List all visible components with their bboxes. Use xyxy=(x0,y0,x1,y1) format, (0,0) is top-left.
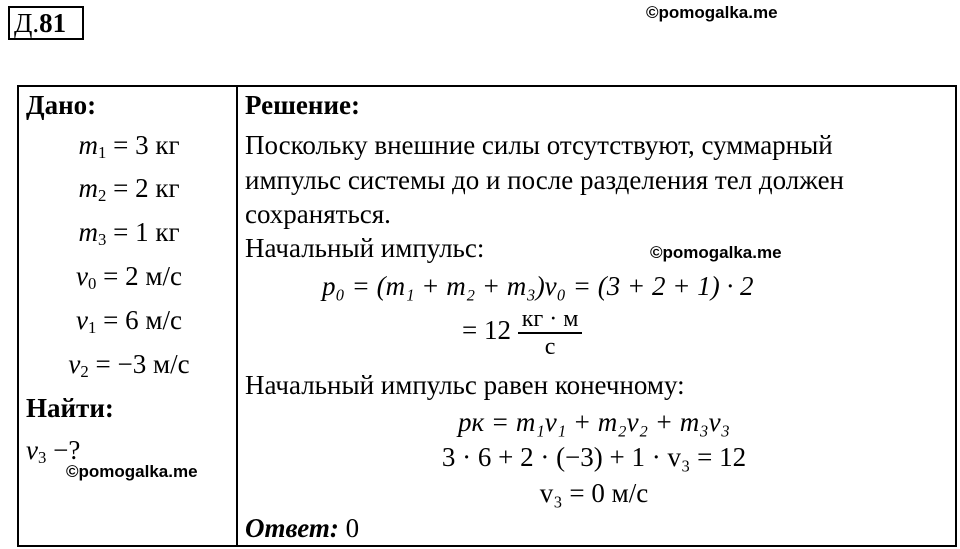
problem-number-box xyxy=(8,6,84,40)
given-m3: $m_3 = 1$ кг xyxy=(78,217,180,250)
solution-line-3: сохраняться. xyxy=(245,199,391,229)
equation-initial-momentum: p₀ = (m₁ + m₂ + m₃)v₀ = (3 + 2 + 1) · 2 xyxy=(322,271,754,301)
find-heading: Найти: xyxy=(26,393,114,423)
solution-line-1: Поскольку внешние силы отсутствуют, суммарный xyxy=(245,130,833,160)
equation-initial-result: = 12 $\frac{кг \cdot м}{с}$ xyxy=(462,306,582,360)
given-heading: Дано: xyxy=(26,90,97,120)
unit-fraction: $\frac{кг \cdot м}{с}$ xyxy=(518,306,583,360)
equation-final-momentum: pк = m₁v₁ + m₂v₂ + m₃v₃ xyxy=(457,407,731,437)
solution-line-2: импульс системы до и после разделения тел должен xyxy=(245,165,844,195)
problem-prefix: Д. xyxy=(14,8,40,38)
given-v0: $v_0 = 2$ м/с xyxy=(76,261,182,294)
given-m1: $m_1 = 3$ кг xyxy=(78,130,180,163)
watermark-top: ©pomogalka.me xyxy=(646,3,778,22)
given-m2: $m_2 = 2$ кг xyxy=(78,173,180,206)
equation-substitution: 3 · 6 + 2 · (−3) + 1 · v₃ = 12 xyxy=(441,442,747,472)
watermark-middle: ©pomogalka.me xyxy=(650,243,782,262)
problem-number: 81 xyxy=(39,8,67,38)
find-value: $v_3$ −? xyxy=(26,435,81,468)
given-v1: $v_1 = 6$ м/с xyxy=(76,305,182,338)
initial-impulse-label: Начальный импульс: xyxy=(245,233,485,263)
given-v2: $v_2 = -3$ м/с xyxy=(68,349,190,382)
equation-result: v₃ = 0 м/с xyxy=(539,478,649,508)
watermark-left: ©pomogalka.me xyxy=(66,462,198,481)
equal-impulse-label: Начальный импульс равен конечному: xyxy=(245,370,685,400)
solution-heading: Решение: xyxy=(245,90,360,120)
answer: Ответ: 0 xyxy=(245,513,360,543)
